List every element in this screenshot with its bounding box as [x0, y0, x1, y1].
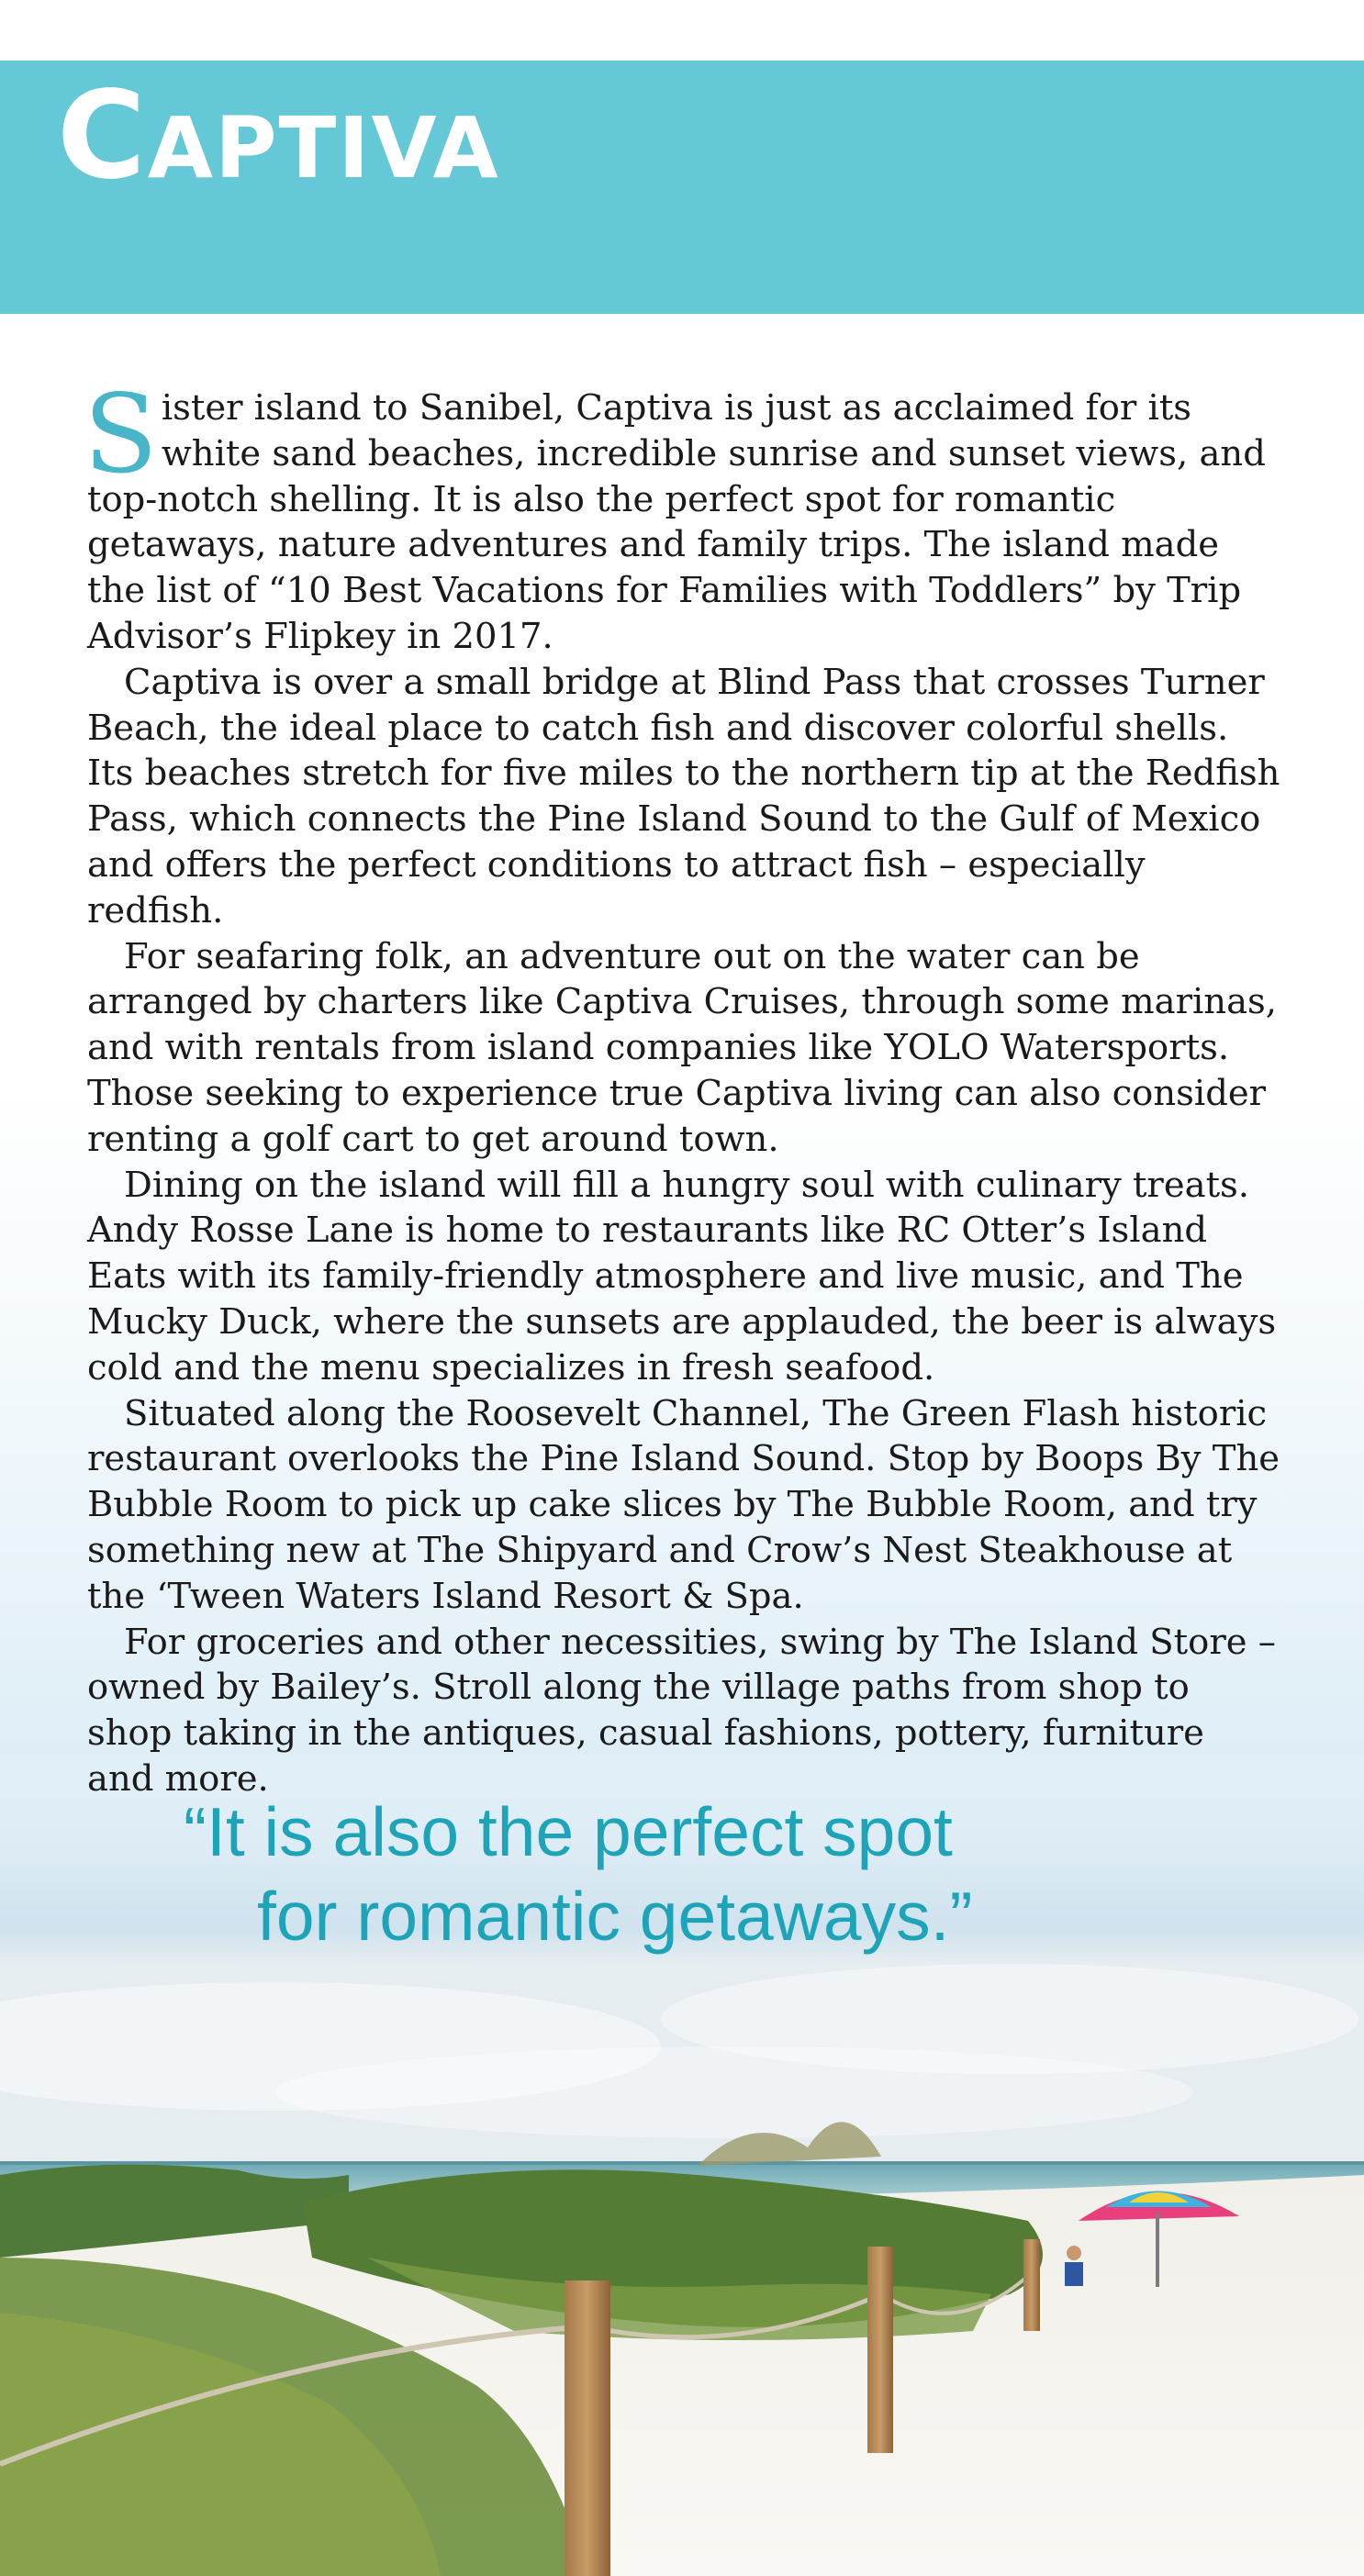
paragraph-2: Captiva is over a small bridge at Blind Pass that crosses Turner Beach, the ideal place to catch fish and discover colorful shells. Its beaches stretch for five miles to the northern tip at the Redfish Pass, which connects the Pine Island Sound to the Gulf of Mexico and offers the perfect conditions to attract fish – especially redfish.: [87, 661, 1280, 931]
paragraph-1-text: ister island to Sanibel, Captiva is just as acclaimed for its white sand beaches, incredible sunrise and sunset views, and top-notch shelling. It is also the perfect spot for romantic getaways, nature adventures and family trips. The island made the list of “10 Best Vacations for Families with Toddlers” by Trip Advisor’s Flipkey in 2017.: [87, 387, 1266, 657]
article-body: [84, 371, 1280, 1802]
paragraph-6: For groceries and other necessities, swing by The Island Store – owned by Bailey’s. Stroll along the village paths from shop to shop taking in the antiques, casual fashions, pottery, furniture and more.: [87, 1621, 1277, 1800]
paragraph-3: For seafaring folk, an adventure out on the water can be arranged by charters like Captiva Cruises, through some marinas, and with rentals from island companies like YOLO Watersports. Those seeking to experience true Captiva living can also consider renting a golf cart to get around town.: [87, 935, 1278, 1160]
paragraph-5: Situated along the Roosevelt Channel, The Green Flash historic restaurant overlooks the Pine Island Sound. Stop by Boops By The Bubble Room to pick up cake slices by The Bubble Room, and try something new at The Shipyard and Crow’s Nest Steakhouse at the ‘Tween Waters Island Resort & Spa.: [87, 1392, 1280, 1617]
page-title: Captiva: [57, 65, 500, 206]
pull-quote-line-1: “It is also the perfect spot: [184, 1793, 953, 1870]
pull-quote-line-2: for romantic getaways.”: [257, 1878, 973, 1955]
pull-quote: [184, 1790, 1193, 1958]
drop-cap: S: [84, 371, 158, 497]
paragraph-4: Dining on the island will fill a hungry soul with culinary treats. Andy Rosse Lane is home to restaurants like RC Otter’s Island Eats with its family-friendly atmosphere and live music, and The Mucky Duck, where the sunsets are applauded, the beer is always cold and the menu specializes in fresh seafood.: [87, 1164, 1277, 1388]
paragraph-1: [84, 371, 1280, 660]
